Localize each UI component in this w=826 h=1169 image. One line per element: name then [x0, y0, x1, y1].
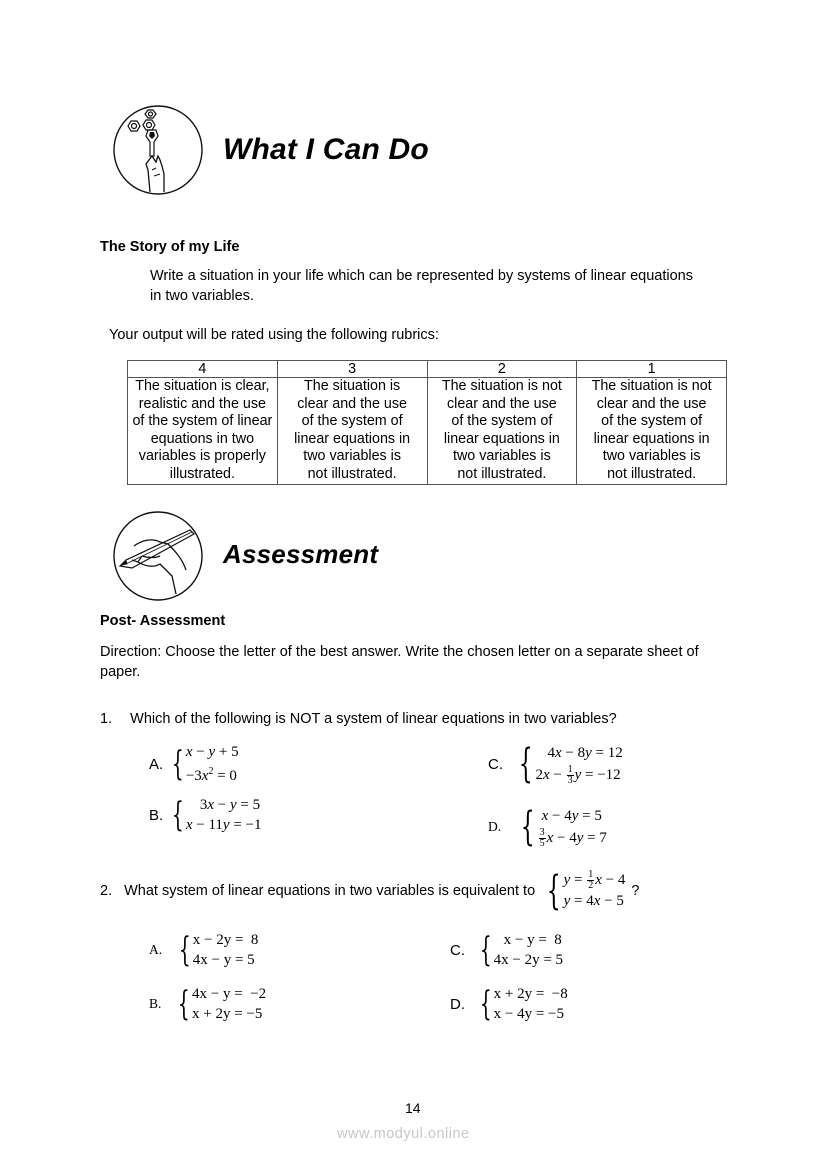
equation-2: $-3x^2 = 0$ — [185, 766, 237, 784]
option-label: D. — [488, 819, 502, 835]
left-brace-icon: { — [172, 744, 184, 784]
cell-line: linear equations in — [443, 430, 560, 447]
equation-1: x − 2y = 8 — [192, 932, 259, 948]
option-label: D. — [450, 995, 465, 1013]
cell-line: The situation is — [304, 378, 401, 394]
left-brace-icon: { — [479, 930, 492, 970]
rubric-header-1: 1 — [577, 361, 727, 378]
rubric-cell-3 — [277, 378, 427, 485]
left-brace-icon: { — [479, 984, 492, 1024]
rubric-header-3: 3 — [277, 361, 427, 378]
rubric-cell-2 — [427, 378, 577, 485]
q2-option-c[interactable] — [450, 930, 563, 970]
rubric-header-2: 2 — [427, 361, 577, 378]
cell-line: illustrated. — [169, 465, 235, 482]
given-equation-1: y = $\frac{1}{2}$ x − 4 — [563, 869, 626, 892]
hand-writing-pencil-icon — [112, 510, 204, 602]
equation-1: x + 2y = −8 — [493, 986, 568, 1002]
equation-2: 4x − 2y = 5 — [493, 952, 564, 968]
cell-line: not illustrated. — [457, 465, 547, 482]
rubric-cell-4 — [128, 378, 278, 485]
equation-system — [174, 930, 258, 970]
option-label: C. — [488, 755, 503, 773]
instruction-line-1: Write a situation in your life which can be represented by systems of linear equations — [150, 268, 693, 284]
rubric-description-row — [128, 378, 727, 485]
question-number: 1. — [100, 711, 113, 727]
cell-line: of the system of — [301, 413, 403, 430]
cell-line: The situation is not — [591, 378, 712, 394]
question-text: What system of linear equations in two variables is equivalent to — [124, 883, 536, 900]
equation-1: x − y + 5 — [185, 744, 239, 760]
question-2 — [100, 868, 640, 915]
left-brace-icon: { — [178, 930, 191, 970]
equation-1: 4x − y = −2 — [192, 986, 267, 1002]
cell-line: clear and the use — [447, 395, 557, 412]
left-brace-icon: { — [178, 984, 191, 1024]
direction-line-1: Direction: Choose the letter of the best answer. Write the chosen letter on a separate sheet of — [100, 644, 699, 660]
cell-line: not illustrated. — [607, 465, 697, 482]
q2-option-a[interactable] — [149, 930, 258, 970]
question-mark: ? — [631, 883, 640, 900]
cell-line: The situation is not — [441, 378, 562, 394]
left-brace-icon: { — [518, 741, 533, 788]
option-label: A. — [149, 755, 164, 773]
equation-1: 3x − y = 5 — [199, 797, 261, 813]
equation-system — [173, 984, 266, 1024]
question-1 — [100, 709, 617, 729]
equation-1: x − 4y = 5 — [541, 808, 602, 824]
left-brace-icon: { — [172, 795, 184, 835]
cell-line: of the system of — [451, 413, 553, 430]
rubric-cell-1 — [577, 378, 727, 485]
given-equation-system — [541, 868, 626, 915]
cell-line: not illustrated. — [307, 465, 397, 482]
section-title-what-i-can-do: What I Can Do — [223, 133, 429, 166]
left-brace-icon: { — [520, 804, 535, 851]
cell-line: clear and the use — [596, 395, 707, 412]
equation-system — [475, 930, 563, 970]
option-label: C. — [450, 941, 465, 959]
equation-system — [475, 984, 568, 1024]
cell-line: variables is properly — [138, 448, 266, 465]
cell-line: linear equations in — [294, 430, 411, 447]
q1-option-d[interactable] — [488, 805, 607, 849]
page-number: 14 — [405, 1100, 421, 1116]
rubric-table — [127, 360, 727, 485]
cell-line: linear equations in — [593, 430, 710, 447]
option-label: A. — [149, 942, 163, 957]
question-number: 2. — [100, 883, 113, 900]
equation-1: 4x − 8y = 12 — [547, 745, 623, 761]
equation-2: x + 2y = −5 — [192, 1006, 263, 1022]
equation-system — [167, 795, 261, 835]
instruction-line-2: in two variables. — [150, 288, 254, 304]
cell-line: realistic and the use — [138, 395, 266, 412]
rubric-intro: Your output will be rated using the following rubrics: — [109, 327, 439, 343]
q2-option-d[interactable] — [450, 984, 568, 1024]
section-title-assessment: Assessment — [223, 539, 379, 569]
option-label: B. — [149, 996, 162, 1011]
direction-text — [100, 642, 740, 682]
rubric-header-row — [128, 361, 727, 378]
cell-line: two variables is — [453, 448, 551, 465]
equation-system — [513, 742, 623, 786]
cell-line: two variables is — [602, 448, 701, 465]
option-label: B. — [149, 806, 164, 824]
equation-system — [167, 742, 238, 786]
what-i-can-do-icon — [112, 104, 204, 196]
direction-line-2: paper. — [100, 664, 141, 680]
equation-2: 4x − y = 5 — [192, 952, 255, 968]
cell-line: The situation is clear, — [135, 378, 270, 394]
q1-option-a[interactable] — [149, 742, 239, 786]
cell-line: equations in two — [150, 430, 255, 447]
q1-option-b[interactable] — [149, 795, 262, 835]
cell-line: of the system of linear — [132, 413, 273, 430]
story-instruction — [150, 266, 750, 306]
q2-option-b[interactable] — [149, 984, 266, 1024]
hand-with-wrench-icon — [112, 104, 204, 196]
equation-system — [515, 805, 607, 849]
left-brace-icon: { — [546, 868, 561, 915]
given-equation-2: y = 4x − 5 — [563, 893, 624, 910]
story-heading: The Story of my Life — [100, 239, 240, 255]
post-assessment-heading: Post- Assessment — [100, 613, 226, 629]
equation-1: x − y = 8 — [503, 932, 562, 948]
question-text: Which of the following is NOT a system of linear equations in two variables? — [130, 711, 617, 727]
equation-2: x − 4y = −5 — [493, 1006, 565, 1022]
equation-2: x − 11y = −1 — [185, 817, 262, 833]
cell-line: of the system of — [601, 413, 703, 430]
cell-line: clear and the use — [297, 395, 407, 412]
cell-line: two variables is — [303, 448, 401, 465]
rubric-header-4: 4 — [128, 361, 278, 378]
q1-option-c[interactable] — [488, 742, 623, 786]
equation-2: 2x − $\frac{1}{3}$ y = −12 — [535, 764, 621, 787]
watermark: www.modyul.online — [337, 1126, 470, 1142]
assessment-icon — [112, 510, 204, 602]
equation-2: $\frac{3}{5}$ x − 4y = 7 — [539, 827, 607, 850]
